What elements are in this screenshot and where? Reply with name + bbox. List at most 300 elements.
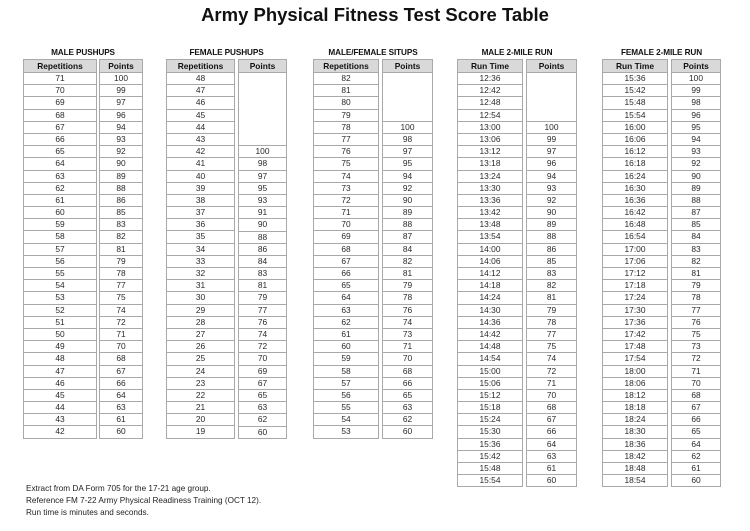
cell-value: 44 [166,122,235,134]
cell-value: 74 [313,171,379,183]
cell-points: 88 [99,183,143,195]
cell-points: 67 [526,414,577,426]
cell-value: 13:18 [457,158,523,170]
cell-points: 71 [382,341,433,353]
cell-value: 51 [23,317,97,329]
cell-value: 68 [23,110,97,122]
column-header: Points [238,59,287,73]
cell-value: 18:18 [602,402,668,414]
cell-value: 15:24 [457,414,523,426]
cell-points: 100 [671,73,721,85]
cell-value: 58 [23,231,97,243]
cell-points: 88 [526,231,577,243]
cell-points: 93 [526,183,577,195]
cell-value: 16:12 [602,146,668,158]
cell-points: 77 [99,280,143,292]
cell-points: 65 [238,390,287,402]
cell-value: 63 [23,171,97,183]
cell-value: 65 [23,146,97,158]
cell-value: 56 [23,256,97,268]
cell-points: 72 [526,366,577,378]
cell-value: 18:12 [602,390,668,402]
cell-points: 78 [526,317,577,329]
table-male-2-mile-run [457,47,577,487]
cell-points: 74 [238,329,287,341]
cell-points: 89 [382,207,433,219]
cell-points: 71 [99,329,143,341]
cell-value: 48 [23,353,97,365]
cell-value: 28 [166,317,235,329]
table-situps [313,47,433,439]
cell-points: 77 [671,305,721,317]
cell-points: 95 [671,122,721,134]
cell-value: 17:54 [602,353,668,365]
cell-points: 79 [526,305,577,317]
column-value [23,59,97,439]
cell-points: 75 [526,341,577,353]
cell-value: 12:54 [457,110,523,122]
cell-value: 16:42 [602,207,668,219]
cell-value: 69 [313,231,379,243]
cell-value: 78 [313,122,379,134]
cell-points: 62 [238,414,287,426]
cell-value: 13:42 [457,207,523,219]
cell-value: 70 [313,219,379,231]
cell-points: 72 [99,317,143,329]
cell-value: 70 [23,85,97,97]
cell-points: 89 [671,183,721,195]
cell-points: 66 [99,378,143,390]
cell-value: 12:36 [457,73,523,85]
cell-value: 24 [166,366,235,378]
cell-points: 71 [671,366,721,378]
cell-value: 77 [313,134,379,146]
cell-value: 33 [166,256,235,268]
column-header: Run Time [602,59,668,73]
cell-value: 66 [313,268,379,280]
cell-value: 15:54 [602,110,668,122]
cell-points: 76 [382,305,433,317]
cell-points: 89 [99,171,143,183]
cell-points: 98 [671,97,721,109]
cell-value: 53 [313,426,379,438]
cell-points: 63 [526,451,577,463]
cell-value: 73 [313,183,379,195]
cell-points: 74 [382,317,433,329]
column-points [382,59,433,439]
cell-value: 48 [166,73,235,85]
cell-value: 13:30 [457,183,523,195]
cell-points: 70 [99,341,143,353]
cell-points: 61 [99,414,143,426]
cell-value: 34 [166,244,235,256]
cell-points: 100 [382,122,433,134]
cell-value: 22 [166,390,235,402]
cell-value: 14:54 [457,353,523,365]
cell-points: 98 [382,134,433,146]
cell-value: 41 [166,158,235,170]
cell-points: 61 [526,463,577,475]
cell-value: 62 [313,317,379,329]
cell-value: 13:00 [457,122,523,134]
cell-value: 49 [23,341,97,353]
cell-value: 23 [166,378,235,390]
cell-points: 100 [99,73,143,85]
cell-points: 90 [526,207,577,219]
cell-value: 12:48 [457,97,523,109]
cell-points: 97 [526,146,577,158]
cell-points: 77 [526,329,577,341]
cell-value: 32 [166,268,235,280]
cell-value: 80 [313,97,379,109]
cell-value: 57 [23,244,97,256]
cell-value: 45 [166,110,235,122]
empty-points-area [526,73,577,121]
cell-points: 92 [382,183,433,195]
cell-value: 14:30 [457,305,523,317]
cell-points: 100 [526,122,577,134]
cell-points: 60 [99,426,143,438]
cell-points: 89 [526,219,577,231]
cell-value: 46 [166,97,235,109]
cell-value: 47 [23,366,97,378]
cell-points: 92 [526,195,577,207]
cell-value: 15:54 [457,475,523,487]
cell-value: 68 [313,244,379,256]
cell-value: 67 [313,256,379,268]
cell-points: 94 [526,171,577,183]
cell-points: 93 [99,134,143,146]
cell-points: 84 [382,244,433,256]
cell-points: 63 [238,402,287,414]
cell-value: 56 [313,390,379,402]
cell-points: 96 [671,110,721,122]
cell-value: 17:24 [602,292,668,304]
cell-points: 67 [238,378,287,390]
cell-points: 83 [99,219,143,231]
cell-value: 35 [166,231,235,243]
cell-value: 17:18 [602,280,668,292]
cell-value: 43 [166,134,235,146]
cell-value: 72 [313,195,379,207]
footnote-line: Run time is minutes and seconds. [26,508,149,517]
cell-points: 79 [382,280,433,292]
cell-value: 14:36 [457,317,523,329]
cell-value: 17:42 [602,329,668,341]
cell-points: 81 [238,280,287,292]
cell-value: 54 [313,414,379,426]
cell-points: 81 [382,268,433,280]
column-points [526,59,577,487]
column-header: Repetitions [313,59,379,73]
page-title: Army Physical Fitness Test Score Table [201,4,549,25]
cell-points: 88 [671,195,721,207]
cell-points: 74 [526,353,577,365]
cell-points: 70 [671,378,721,390]
cell-value: 21 [166,402,235,414]
section-title: MALE/FEMALE SITUPS [328,48,418,57]
cell-value: 18:42 [602,451,668,463]
cell-points: 62 [671,451,721,463]
cell-value: 62 [23,183,97,195]
cell-value: 36 [166,219,235,231]
cell-value: 59 [23,219,97,231]
cell-points: 87 [382,231,433,243]
cell-points: 66 [382,378,433,390]
cell-points: 86 [238,244,287,256]
cell-value: 13:24 [457,171,523,183]
cell-points: 97 [238,171,287,183]
cell-value: 76 [313,146,379,158]
cell-points: 75 [99,292,143,304]
cell-points: 72 [671,353,721,365]
cell-value: 29 [166,305,235,317]
cell-points: 96 [99,110,143,122]
cell-value: 17:36 [602,317,668,329]
cell-points: 86 [526,244,577,256]
cell-value: 67 [23,122,97,134]
cell-value: 14:24 [457,292,523,304]
cell-points: 94 [382,171,433,183]
cell-points: 99 [526,134,577,146]
column-header: Repetitions [23,59,97,73]
cell-value: 16:48 [602,219,668,231]
cell-value: 65 [313,280,379,292]
cell-value: 81 [313,85,379,97]
cell-points: 60 [671,475,721,487]
cell-value: 53 [23,292,97,304]
cell-value: 18:00 [602,366,668,378]
cell-points: 76 [671,317,721,329]
cell-value: 17:30 [602,305,668,317]
cell-value: 60 [313,341,379,353]
cell-value: 15:48 [602,97,668,109]
cell-value: 18:48 [602,463,668,475]
cell-value: 52 [23,305,97,317]
table-female-pushups [166,47,287,439]
table-male-pushups [23,47,143,439]
cell-value: 50 [23,329,97,341]
column-points [671,59,721,487]
cell-value: 42 [166,146,235,158]
cell-value: 43 [23,414,97,426]
cell-value: 15:30 [457,426,523,438]
cell-value: 16:06 [602,134,668,146]
cell-points: 68 [382,366,433,378]
cell-points: 67 [671,402,721,414]
cell-points: 76 [238,317,287,329]
cell-value: 14:06 [457,256,523,268]
cell-points: 94 [99,122,143,134]
cell-value: 15:06 [457,378,523,390]
cell-value: 16:00 [602,122,668,134]
cell-points: 72 [238,341,287,353]
cell-points: 68 [99,353,143,365]
cell-value: 55 [313,402,379,414]
cell-points: 90 [238,219,287,231]
cell-points: 97 [99,97,143,109]
cell-value: 47 [166,85,235,97]
cell-points: 91 [238,207,287,219]
cell-value: 30 [166,292,235,304]
cell-value: 13:06 [457,134,523,146]
cell-points: 82 [99,231,143,243]
cell-points: 60 [382,426,433,438]
cell-value: 39 [166,183,235,195]
cell-points: 70 [238,353,287,365]
column-header: Repetitions [166,59,235,73]
cell-points: 74 [99,305,143,317]
column-value [166,59,235,439]
column-value [602,59,668,487]
cell-value: 18:54 [602,475,668,487]
cell-points: 87 [671,207,721,219]
cell-value: 16:54 [602,231,668,243]
cell-value: 79 [313,110,379,122]
footnote-line: Reference FM 7-22 Army Physical Readiness Training (OCT 12). [26,496,262,505]
cell-value: 64 [313,292,379,304]
cell-points: 98 [238,158,287,170]
cell-value: 64 [23,158,97,170]
cell-value: 40 [166,171,235,183]
cell-points: 81 [671,268,721,280]
cell-value: 37 [166,207,235,219]
cell-value: 25 [166,353,235,365]
cell-points: 93 [238,195,287,207]
cell-points: 78 [99,268,143,280]
cell-value: 66 [23,134,97,146]
cell-points: 68 [671,390,721,402]
cell-points: 99 [671,85,721,97]
cell-value: 16:36 [602,195,668,207]
cell-points: 79 [671,280,721,292]
cell-value: 15:00 [457,366,523,378]
cell-points: 82 [526,280,577,292]
cell-value: 26 [166,341,235,353]
cell-value: 16:18 [602,158,668,170]
table-female-2-mile-run [602,47,721,487]
cell-value: 18:30 [602,426,668,438]
cell-points: 64 [99,390,143,402]
cell-points: 70 [526,390,577,402]
cell-points: 62 [382,414,433,426]
empty-points-area [382,73,433,121]
cell-value: 31 [166,280,235,292]
cell-points: 73 [671,341,721,353]
cell-points: 85 [99,207,143,219]
column-value [313,59,379,439]
cell-points: 73 [382,329,433,341]
cell-points: 86 [99,195,143,207]
cell-value: 17:12 [602,268,668,280]
cell-points: 79 [238,292,287,304]
cell-points: 90 [382,195,433,207]
cell-points: 63 [99,402,143,414]
cell-points: 95 [382,158,433,170]
cell-points: 85 [671,219,721,231]
cell-value: 14:00 [457,244,523,256]
cell-points: 66 [526,426,577,438]
column-header: Points [99,59,143,73]
cell-value: 15:36 [457,439,523,451]
cell-value: 42 [23,426,97,438]
cell-points: 90 [99,158,143,170]
cell-value: 14:18 [457,280,523,292]
cell-points: 88 [382,219,433,231]
cell-value: 58 [313,366,379,378]
cell-value: 59 [313,353,379,365]
cell-value: 38 [166,195,235,207]
cell-points: 78 [671,292,721,304]
column-header: Points [526,59,577,73]
cell-value: 82 [313,73,379,85]
cell-points: 94 [671,134,721,146]
column-header: Points [382,59,433,73]
cell-value: 71 [313,207,379,219]
column-value [457,59,523,487]
cell-value: 14:12 [457,268,523,280]
column-points [99,59,143,439]
cell-value: 15:42 [602,85,668,97]
cell-value: 45 [23,390,97,402]
cell-points: 70 [382,353,433,365]
cell-points: 93 [671,146,721,158]
empty-points-area [238,73,287,145]
column-points [238,59,287,439]
cell-value: 57 [313,378,379,390]
cell-points: 92 [671,158,721,170]
cell-value: 44 [23,402,97,414]
cell-value: 13:54 [457,231,523,243]
section-title: MALE 2-MILE RUN [481,48,553,57]
cell-points: 75 [671,329,721,341]
cell-value: 13:48 [457,219,523,231]
cell-points: 83 [671,244,721,256]
cell-points: 95 [238,183,287,195]
cell-value: 27 [166,329,235,341]
cell-value: 15:48 [457,463,523,475]
cell-value: 13:36 [457,195,523,207]
cell-value: 17:06 [602,256,668,268]
cell-points: 96 [526,158,577,170]
cell-value: 71 [23,73,97,85]
cell-points: 90 [671,171,721,183]
cell-points: 65 [671,426,721,438]
column-header: Points [671,59,721,73]
cell-value: 61 [23,195,97,207]
cell-value: 16:30 [602,183,668,195]
cell-points: 83 [526,268,577,280]
cell-value: 60 [23,207,97,219]
cell-value: 15:42 [457,451,523,463]
cell-value: 63 [313,305,379,317]
section-title: FEMALE 2-MILE RUN [620,48,703,57]
cell-points: 97 [382,146,433,158]
cell-points: 67 [99,366,143,378]
cell-points: 81 [526,292,577,304]
cell-value: 46 [23,378,97,390]
cell-points: 64 [671,439,721,451]
cell-points: 85 [526,256,577,268]
cell-value: 16:24 [602,171,668,183]
cell-value: 15:18 [457,402,523,414]
cell-value: 14:48 [457,341,523,353]
cell-points: 60 [526,475,577,487]
cell-value: 15:36 [602,73,668,85]
cell-value: 69 [23,97,97,109]
cell-points: 83 [238,268,287,280]
cell-points: 84 [238,256,287,268]
